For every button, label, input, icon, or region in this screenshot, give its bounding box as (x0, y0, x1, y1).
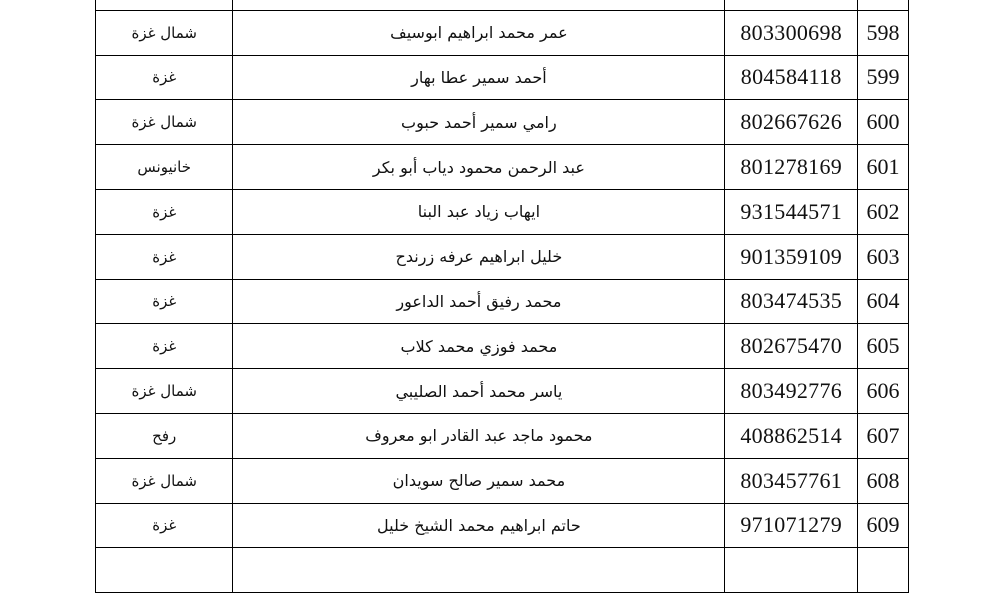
region-cell: غزة (96, 55, 233, 100)
sequence-cell: 603 (858, 234, 909, 279)
region-cell: غزة (96, 189, 233, 234)
sequence-cell: 600 (858, 100, 909, 145)
id-number-cell: 804584118 (725, 55, 858, 100)
region-cell: غزة (96, 503, 233, 548)
table-row (96, 189, 909, 234)
id-number-cell: 802667626 (725, 100, 858, 145)
region-cell: شمال غزة (96, 100, 233, 145)
sequence-cell: 606 (858, 369, 909, 414)
table-row (96, 458, 909, 503)
id-number-cell: 408862514 (725, 413, 858, 458)
table-row (96, 503, 909, 548)
name-cell: محمود ماجد عبد القادر ابو معروف (233, 413, 725, 458)
name-cell: عبد الرحمن محمود دياب أبو بكر (233, 145, 725, 190)
name-cell: أحمد سمير عطا بهار (233, 55, 725, 100)
name-cell: محمد رفيق أحمد الداعور (233, 279, 725, 324)
region-cell: غزة (96, 234, 233, 279)
id-number-cell: 802675470 (725, 324, 858, 369)
sequence-cell: 598 (858, 10, 909, 55)
sequence-cell (858, 0, 909, 10)
name-cell: ايهاب زياد عبد البنا (233, 189, 725, 234)
name-cell: محمد فوزي محمد كلاب (233, 324, 725, 369)
names-table (95, 0, 909, 593)
name-cell (233, 0, 725, 10)
table-row (96, 100, 909, 145)
table-row (96, 234, 909, 279)
region-cell: خانيونس (96, 145, 233, 190)
id-number-cell: 801278169 (725, 145, 858, 190)
table-row (96, 279, 909, 324)
id-number-cell: 803300698 (725, 10, 858, 55)
sequence-cell: 599 (858, 55, 909, 100)
name-cell: محمد سمير صالح سويدان (233, 458, 725, 503)
region-cell (96, 548, 233, 593)
sequence-cell: 605 (858, 324, 909, 369)
sequence-cell: 608 (858, 458, 909, 503)
region-cell: غزة (96, 324, 233, 369)
sequence-cell: 602 (858, 189, 909, 234)
table-row (96, 55, 909, 100)
region-cell: شمال غزة (96, 10, 233, 55)
table-row (96, 10, 909, 55)
region-cell: شمال غزة (96, 458, 233, 503)
sequence-cell: 604 (858, 279, 909, 324)
region-cell: شمال غزة (96, 369, 233, 414)
region-cell: رفح (96, 413, 233, 458)
region-cell: غزة (96, 279, 233, 324)
name-cell: رامي سمير أحمد حبوب (233, 100, 725, 145)
id-number-cell: 901359109 (725, 234, 858, 279)
sequence-cell (858, 548, 909, 593)
sequence-cell: 607 (858, 413, 909, 458)
region-cell (96, 0, 233, 10)
table-row (96, 0, 909, 10)
table-row (96, 324, 909, 369)
name-cell: ياسر محمد أحمد الصليبي (233, 369, 725, 414)
id-number-cell: 971071279 (725, 503, 858, 548)
id-number-cell (725, 548, 858, 593)
id-number-cell: 803474535 (725, 279, 858, 324)
table-body (96, 0, 909, 593)
name-cell: عمر محمد ابراهيم ابوسيف (233, 10, 725, 55)
id-number-cell: 931544571 (725, 189, 858, 234)
table-row (96, 548, 909, 593)
sequence-cell: 609 (858, 503, 909, 548)
table-row (96, 145, 909, 190)
names-table-container (95, 0, 909, 593)
table-row (96, 369, 909, 414)
id-number-cell: 803457761 (725, 458, 858, 503)
name-cell (233, 548, 725, 593)
sequence-cell: 601 (858, 145, 909, 190)
id-number-cell: 803492776 (725, 369, 858, 414)
id-number-cell (725, 0, 858, 10)
name-cell: خليل ابراهيم عرفه زرندح (233, 234, 725, 279)
table-row (96, 413, 909, 458)
name-cell: حاتم ابراهيم محمد الشيخ خليل (233, 503, 725, 548)
